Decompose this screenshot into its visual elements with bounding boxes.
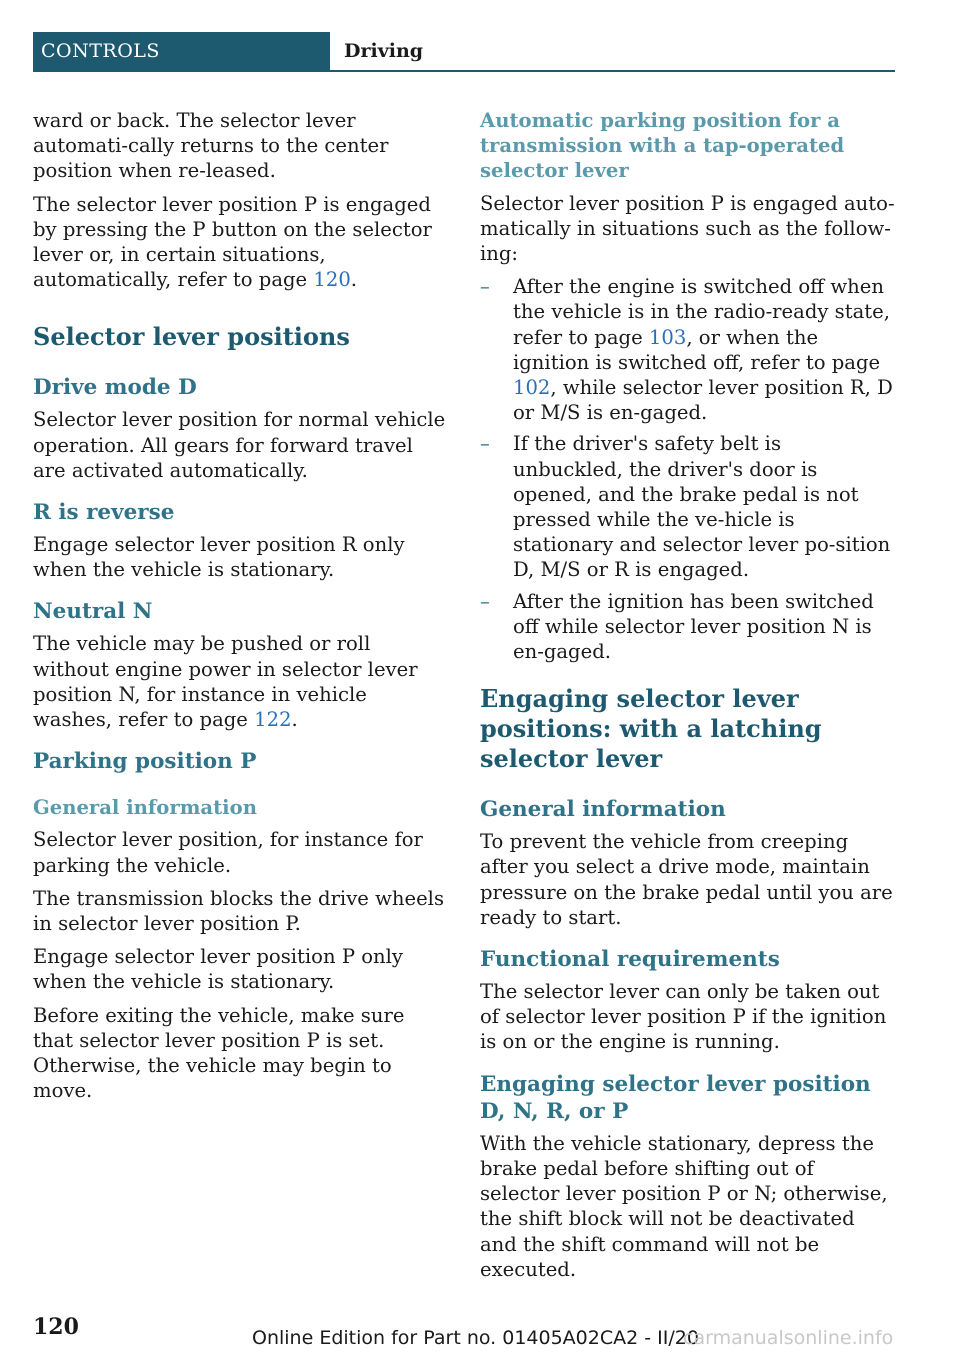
edition-line: Online Edition for Part no. 01405A02CA2 - II/20 xyxy=(252,1327,699,1349)
paragraph: Before exiting the vehicle, make sure that selector lever position P is set. Otherwise, the vehicle may begin to move. xyxy=(33,1003,405,1103)
paragraph: To prevent the vehicle from creeping after you select a drive mode, maintain pressure on the brake pedal until you are ready to start. xyxy=(480,830,893,929)
heading-general-information: General information xyxy=(480,797,726,823)
chapter-label: Driving xyxy=(344,40,424,62)
paragraph: Selector lever position P is engaged auto-matically in situations such as the follow-ing: xyxy=(480,191,895,266)
text: After the ignition has been switched off while selector lever position N is en-gaged. xyxy=(513,589,874,664)
paragraph: The transmission blocks the drive wheels in selector lever position P. xyxy=(33,886,444,936)
section-label: CONTROLS xyxy=(33,32,330,70)
text: . xyxy=(350,268,358,292)
list-item xyxy=(480,589,895,665)
page-header xyxy=(33,32,895,72)
dash-bullet: – xyxy=(480,275,490,299)
heading-engaging-dnrp: Engaging selector lever position D, N, R, or P xyxy=(480,1071,871,1124)
list-item xyxy=(480,274,895,425)
heading-automatic-parking: Automatic parking position for a transmission with a tap-operated selector lever xyxy=(480,109,845,183)
paragraph xyxy=(33,192,448,293)
heading-selector-lever-positions: Selector lever positions xyxy=(33,322,350,352)
heading-general-information: General information xyxy=(33,796,257,820)
dash-bullet: – xyxy=(480,589,490,613)
dash-bullet: – xyxy=(480,432,490,456)
page-link[interactable]: 102 xyxy=(513,376,551,400)
watermark: carmanualsonline.info xyxy=(683,1327,894,1349)
text: The vehicle may be pushed or roll without engine power in selector lever position N, for instance in vehicle washes, refer to page xyxy=(33,632,418,732)
page-number: 120 xyxy=(33,1314,79,1340)
left-column xyxy=(33,108,448,1111)
paragraph: Selector lever position, for instance for parking the vehicle. xyxy=(33,828,423,877)
heading-drive-mode: Drive mode D xyxy=(33,375,197,401)
paragraph: ward or back. The selector lever automati-cally returns to the center position when re-leased. xyxy=(33,109,389,183)
paragraph: Selector lever position for normal vehicle operation. All gears for forward travel are activated automatically. xyxy=(33,408,446,482)
text: After the engine is switched off when the vehicle is in the radio-ready state, refer to page xyxy=(513,275,890,349)
text: . xyxy=(291,708,298,732)
paragraph: Engage selector lever position P only when the vehicle is stationary. xyxy=(33,945,403,994)
right-column xyxy=(480,108,895,1290)
paragraph xyxy=(33,631,448,732)
paragraph: The selector lever can only be taken out of selector lever position P if the ignition is on or the engine is running. xyxy=(480,980,887,1054)
heading-parking-position: Parking position P xyxy=(33,749,257,775)
text: , or when the ignition is switched off, refer to page xyxy=(513,325,881,374)
bullet-list xyxy=(480,274,895,664)
paragraph: With the vehicle stationary, depress the brake pedal before shifting out of selector lever position P or N; otherwise, the shift block will not be deactivated and the shift command will not be executed. xyxy=(480,1131,888,1281)
paragraph: Engage selector lever position R only when the vehicle is stationary. xyxy=(33,533,405,582)
heading-reverse: R is reverse xyxy=(33,500,175,526)
heading-functional-requirements: Functional requirements xyxy=(480,947,780,973)
heading-engaging-latching: Engaging selector lever positions: with a latching selector lever xyxy=(480,684,822,774)
page-link[interactable]: 120 xyxy=(313,268,351,292)
page-link[interactable]: 103 xyxy=(648,325,687,349)
text: The selector lever position P is engaged by pressing the P button on the selector lever or, in certain situations, automatically, refer to page xyxy=(33,192,432,292)
page-link[interactable]: 122 xyxy=(254,708,292,732)
list-item xyxy=(480,431,895,582)
heading-neutral: Neutral N xyxy=(33,599,153,625)
text: , while selector lever position R, D or M/S is en-gaged. xyxy=(513,376,893,425)
text: If the driver's safety belt is unbuckled, the driver's door is opened, and the brake pedal is not pressed while the ve-hicle is stationary and selector lever po-sition D, M/S or R is engaged. xyxy=(513,432,891,582)
